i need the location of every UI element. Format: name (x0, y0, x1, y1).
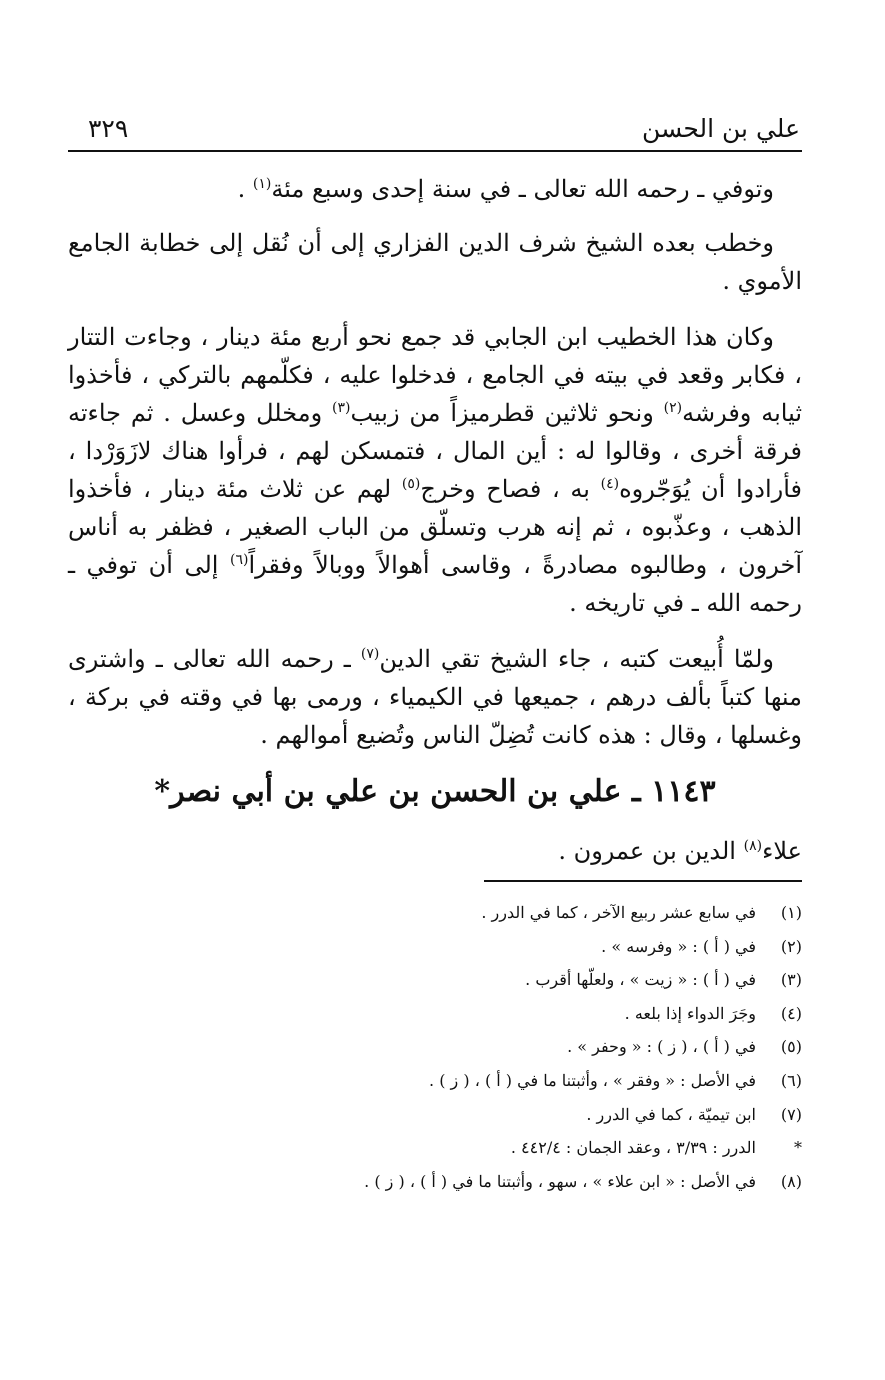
running-header (68, 112, 802, 152)
text-run: به ، فصاح وخرج (420, 475, 601, 503)
footnote-number: (٤) (780, 1003, 802, 1023)
text-run: ولمّا أُبيعت كتبه ، جاء الشيخ تقي الدين (379, 645, 774, 673)
paragraph (68, 224, 802, 300)
paragraph (68, 640, 802, 754)
footnote (142, 1030, 802, 1064)
entry-heading: ١١٤٣ ـ علي بن الحسن بن علي بن أبي نصر* (154, 774, 716, 809)
footnote (142, 1165, 802, 1199)
entry-subtitle (558, 832, 802, 870)
text-run: ـ رحمه الله تعالى ـ واشترى منها كتباً بألف درهم ، جميعها في الكيمياء ، ورمى بها في وقته في بركة ، وغسلها ، وقال : هذه كانت تُضِلّ الناس وتُضيع أموالهم . (68, 645, 802, 749)
main-text (68, 170, 802, 772)
footnote-ref: (٦) (229, 552, 249, 568)
footnote-text: في ( أ ) : « وفرسه » . (601, 936, 756, 956)
footnote-number: (٦) (780, 1070, 802, 1090)
text-run: إلى أن توفي ـ رحمه الله ـ في تاريخه . (68, 551, 802, 617)
footnote-number: * (794, 1138, 802, 1158)
footnote (142, 997, 802, 1031)
text-run: وكان هذا الخطيب ابن الجابي قد جمع نحو أربع مئة دينار ، وجاءت التتار ، فكابر وقعد في بيته في الجامع ، فدخلوا عليه ، فكلّمهم بالتركي ، فأخذوا ثيابه وفرشه (68, 323, 802, 427)
footnote-number: (٧) (780, 1104, 802, 1124)
footnote-number: (٥) (780, 1037, 802, 1057)
entry-sub-text: علاء (762, 837, 802, 865)
footnote-ref: (٣) (332, 400, 351, 416)
text-run: وتوفي ـ رحمه الله تعالى ـ في سنة إحدى وسبع مئة (271, 175, 774, 203)
footnote-text: الدرر : ٣/٣٩ ، وعقد الجمان : ٤٤٢/٤ . (510, 1138, 756, 1158)
footnote (142, 1098, 802, 1132)
footnote (142, 896, 802, 930)
text-run: وخطب بعده الشيخ شرف الدين الفزاري إلى أن نُقل إلى خطابة الجامع الأموي . (68, 229, 802, 295)
footnote-ref: (٧) (360, 646, 380, 662)
text-run: ومخلل وعسل . ثم جاءته فرقة أخرى ، وقالوا له : أين المال ، فتمسكن لهم ، فرأوا هناك لازَوَرْدا ، فأرادوا أن يُوَجّروه (68, 399, 803, 503)
footnote-ref: (٢) (663, 400, 683, 416)
footnote (142, 1064, 802, 1098)
footnote-text: ابن تيميّة ، كما في الدرر . (586, 1104, 756, 1124)
header-title: علي بن الحسن (642, 114, 800, 143)
page-number: ٣٢٩ (88, 114, 129, 143)
footnote-number: (٣) (780, 970, 802, 990)
footnote (142, 1131, 802, 1165)
paragraph (68, 318, 802, 622)
footnote-text: في سابع عشر ربيع الآخر ، كما في الدرر . (481, 903, 756, 922)
footnote-number: (١) (780, 903, 802, 922)
text-run: ونحو ثلاثين قطرميزاً من زبيب (350, 399, 664, 427)
footnote-text: في ( أ ) ، ( ز ) : « وحفر » . (567, 1037, 756, 1057)
footnote-text: في ( أ ) : « زيت » ، ولعلّها أقرب . (525, 970, 756, 990)
entry-sub-rest: الدين بن عمرون . (558, 837, 744, 865)
text-run: . (237, 175, 253, 203)
paragraph (68, 170, 802, 208)
footnote (142, 963, 802, 997)
entry-sub-footnote-ref: (٨) (743, 838, 763, 854)
footnote-ref: (٤) (600, 476, 620, 492)
footnotes (142, 896, 802, 1198)
footnote-number: (٨) (780, 1171, 802, 1191)
footnote-ref: (١) (252, 176, 272, 192)
footnote-number: (٢) (780, 936, 802, 956)
footnote-text: وجَرَ الدواء إذا بلعه . (624, 1003, 756, 1023)
footnote (142, 930, 802, 964)
footnote-text: في الأصل : « وفقر » ، وأثبتنا ما في ( أ ) ، ( ز ) . (429, 1070, 756, 1090)
footnote-ref: (٥) (401, 476, 421, 492)
text-run: لهم عن ثلاث مئة دينار ، فأخذوا الذهب ، وعذّبوه ، ثم إنه هرب وتسلّق من الباب الصغير ، فظفر به أناس آخرون ، وطالبوه مصادرةً ، وقاسى أهوالاً ووبالاً وفقراً (68, 475, 802, 579)
footnote-separator (484, 880, 802, 882)
footnote-text: في الأصل : « ابن علاء » ، سهو ، وأثبتنا ما في ( أ ) ، ( ز ) . (364, 1171, 756, 1191)
